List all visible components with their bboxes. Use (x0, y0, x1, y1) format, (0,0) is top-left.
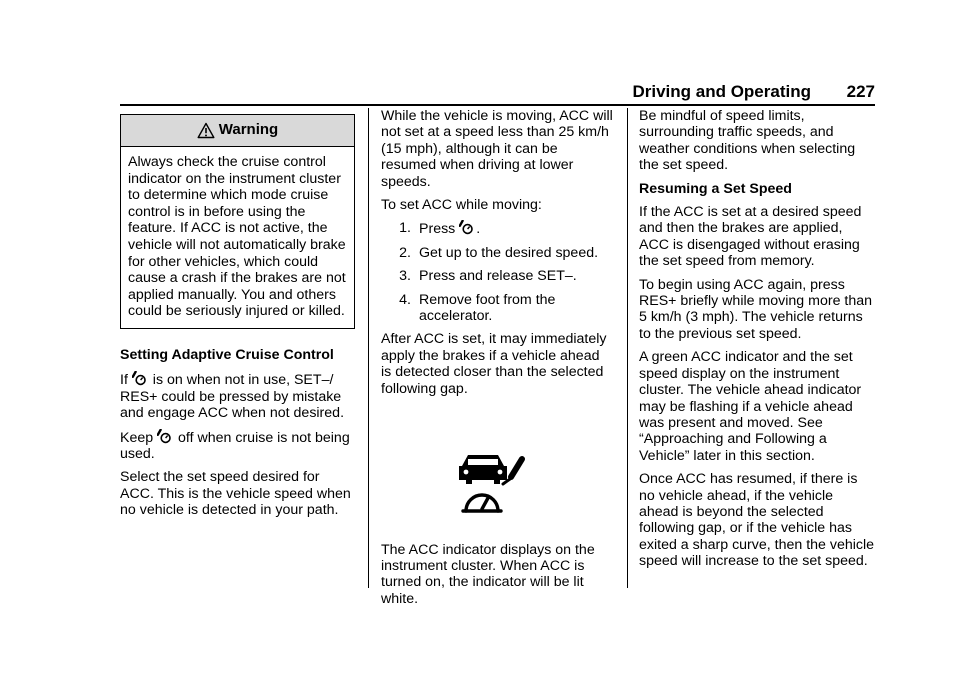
column-divider-2 (627, 108, 628, 588)
column-3 (639, 108, 875, 577)
list-item (381, 245, 613, 261)
step-number: 4. (399, 291, 411, 308)
text-fragment: off when cruise is not being used. (120, 429, 350, 462)
list-item (381, 268, 613, 284)
list-item (381, 220, 613, 237)
text-fragment: Press (419, 221, 456, 238)
text-fragment: is on when not in use, SET–/ RES+ could be pressed by mistake and engage ACC when not desired. (120, 372, 345, 422)
paragraph-while-moving: While the vehicle is moving, ACC will not set at a speed less than 25 km/h (15 mph), although it can be resumed when driving at lower speeds. (381, 108, 613, 190)
paragraph-speed-limits: Be mindful of speed limits, surrounding traffic speeds, and weather conditions when selecting the set speed. (639, 108, 856, 174)
text-fragment: Keep (120, 429, 154, 446)
paragraph-acc-indicator: The ACC indicator displays on the instrument cluster. When ACC is turned on, the indicator will be lit white. (381, 541, 595, 607)
step-text: Press . (419, 221, 481, 238)
section-title: Driving and Operating (632, 82, 811, 101)
step-number: 2. (399, 244, 411, 261)
warning-triangle-icon (197, 122, 215, 139)
step-number: 1. (399, 220, 411, 237)
paragraph-green-indicator: A green ACC indicator and the set speed display on the instrument cluster. The vehicle ahead indicator may be flashing if a vehicle ahead was present and moved. See “Approaching and Following a Vehicle” later in this section. (639, 349, 862, 464)
warning-header (121, 115, 354, 147)
page-number: 227 (846, 82, 875, 101)
paragraph-to-set: To set ACC while moving: (381, 197, 542, 214)
step-text: Press and release SET–. (419, 268, 577, 285)
paragraph-begin-again: To begin using ACC again, press RES+ briefly while moving more than 5 km/h (3 mph). The vehicle returns to the previous set speed. (639, 276, 873, 342)
paragraph-brakes-applied: If the ACC is set at a desired speed and then the brakes are applied, ACC is disengaged without erasing the set speed from memory. (639, 204, 862, 270)
heading-resuming: Resuming a Set Speed (639, 180, 792, 197)
cruise-control-button-icon (459, 220, 474, 235)
step-text: Remove foot from the accelerator. (419, 291, 556, 325)
text-fragment: If (120, 372, 128, 389)
column-1 (120, 108, 356, 526)
paragraph-once-resumed: Once ACC has resumed, if there is no vehicle ahead, if the vehicle ahead is beyond the selected following gap, or if the vehicle has exited a sharp curve, then the vehicle speed will increase to the set speed. (639, 471, 875, 570)
list-item (381, 292, 613, 325)
paragraph-if-on (120, 371, 356, 421)
paragraph-select-speed: Select the set speed desired for ACC. This is the vehicle speed when no vehicle is detected in your path. (120, 469, 351, 519)
warning-title: Warning (218, 121, 279, 139)
step-number: 3. (399, 268, 411, 285)
steps-list (381, 220, 613, 324)
paragraph-after-set: After ACC is set, it may immediately apply the brakes if a vehicle ahead is detected closer than the selected following gap. (381, 331, 607, 397)
heading-setting-acc: Setting Adaptive Cruise Control (120, 346, 334, 363)
warning-text: Always check the cruise control indicator on the instrument cluster to determine which mode cruise control is in before using the feature. If ACC is not active, the vehicle will not automatically brake for other vehicles, which could cause a crash if the brakes are not applied manually. You and others could be seriously injured or killed. (128, 154, 346, 320)
step-text: Get up to the desired speed. (419, 244, 599, 261)
column-2 (381, 108, 613, 614)
column-divider-1 (368, 108, 369, 588)
page-header (120, 80, 875, 106)
cruise-control-button-icon (157, 429, 172, 444)
adaptive-cruise-indicator-icon (458, 451, 528, 515)
cruise-control-button-icon (132, 371, 147, 386)
warning-box (120, 114, 355, 329)
paragraph-keep-off (120, 429, 356, 463)
